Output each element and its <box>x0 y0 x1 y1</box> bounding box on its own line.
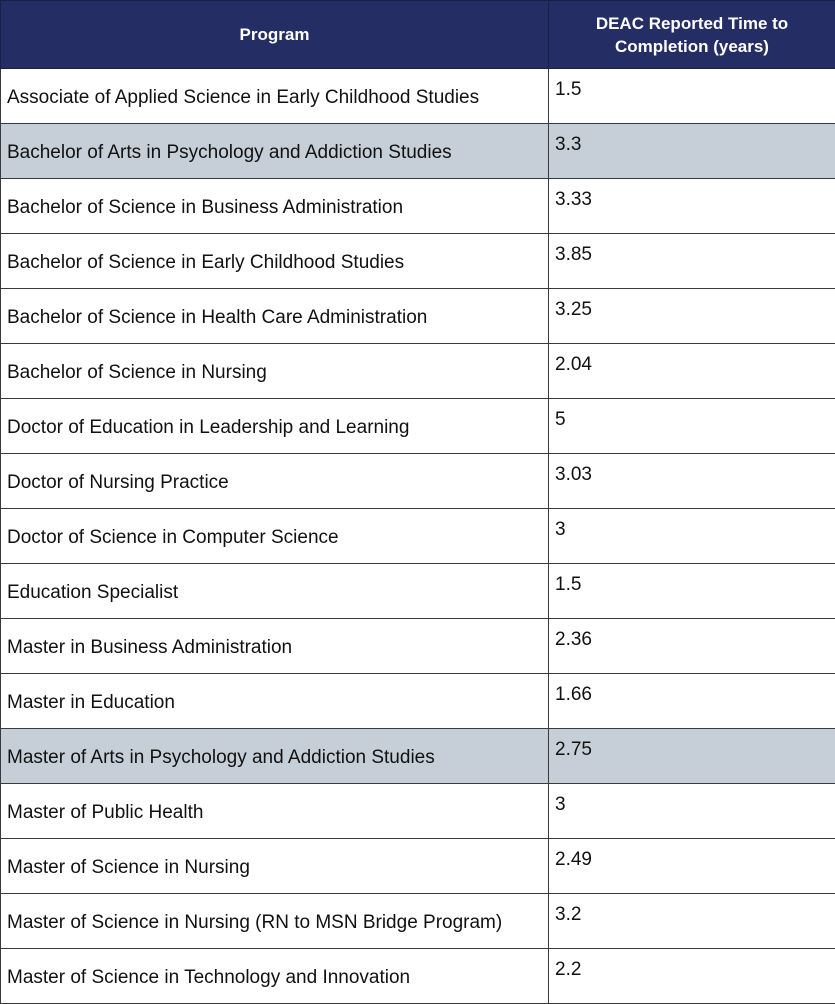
table-row <box>1 839 835 894</box>
program-cell: Doctor of Science in Computer Science <box>1 509 549 564</box>
table-row <box>1 124 835 179</box>
program-cell: Bachelor of Science in Nursing <box>1 344 549 399</box>
years-cell: 3.3 <box>549 124 835 179</box>
years-cell: 1.5 <box>549 564 835 619</box>
years-cell: 3.2 <box>549 894 835 949</box>
table-header <box>1 1 835 69</box>
table-row <box>1 509 835 564</box>
table-row <box>1 454 835 509</box>
program-cell: Master of Science in Technology and Innovation <box>1 949 549 1004</box>
program-cell: Master of Science in Nursing (RN to MSN Bridge Program) <box>1 894 549 949</box>
years-cell: 3.33 <box>549 179 835 234</box>
years-cell: 3 <box>549 509 835 564</box>
program-cell: Bachelor of Science in Health Care Administration <box>1 289 549 344</box>
table-row <box>1 674 835 729</box>
table-body <box>1 69 835 1004</box>
program-cell: Master of Public Health <box>1 784 549 839</box>
table-row <box>1 729 835 784</box>
program-cell: Doctor of Education in Leadership and Learning <box>1 399 549 454</box>
program-cell: Doctor of Nursing Practice <box>1 454 549 509</box>
table-row <box>1 69 835 124</box>
years-cell: 2.2 <box>549 949 835 1004</box>
program-cell: Master in Business Administration <box>1 619 549 674</box>
years-cell: 2.75 <box>549 729 835 784</box>
years-cell: 3 <box>549 784 835 839</box>
years-cell: 2.36 <box>549 619 835 674</box>
table-row <box>1 619 835 674</box>
table-row <box>1 564 835 619</box>
years-cell: 3.85 <box>549 234 835 289</box>
table-row <box>1 179 835 234</box>
table-row <box>1 399 835 454</box>
years-cell: 3.25 <box>549 289 835 344</box>
table-row <box>1 894 835 949</box>
program-cell: Master of Arts in Psychology and Addiction Studies <box>1 729 549 784</box>
program-cell: Associate of Applied Science in Early Childhood Studies <box>1 69 549 124</box>
table-row <box>1 234 835 289</box>
years-cell: 5 <box>549 399 835 454</box>
years-cell: 2.04 <box>549 344 835 399</box>
table-row <box>1 289 835 344</box>
years-cell: 1.5 <box>549 69 835 124</box>
header-time-to-completion: DEAC Reported Time to Completion (years) <box>549 1 835 69</box>
program-cell: Bachelor of Science in Early Childhood Studies <box>1 234 549 289</box>
program-cell: Master of Science in Nursing <box>1 839 549 894</box>
table-row <box>1 344 835 399</box>
years-cell: 1.66 <box>549 674 835 729</box>
program-cell: Master in Education <box>1 674 549 729</box>
years-cell: 2.49 <box>549 839 835 894</box>
program-cell: Bachelor of Arts in Psychology and Addiction Studies <box>1 124 549 179</box>
header-row <box>1 1 835 69</box>
program-cell: Bachelor of Science in Business Administration <box>1 179 549 234</box>
header-program: Program <box>1 1 549 69</box>
table-row <box>1 784 835 839</box>
program-cell: Education Specialist <box>1 564 549 619</box>
years-cell: 3.03 <box>549 454 835 509</box>
table-row <box>1 949 835 1004</box>
